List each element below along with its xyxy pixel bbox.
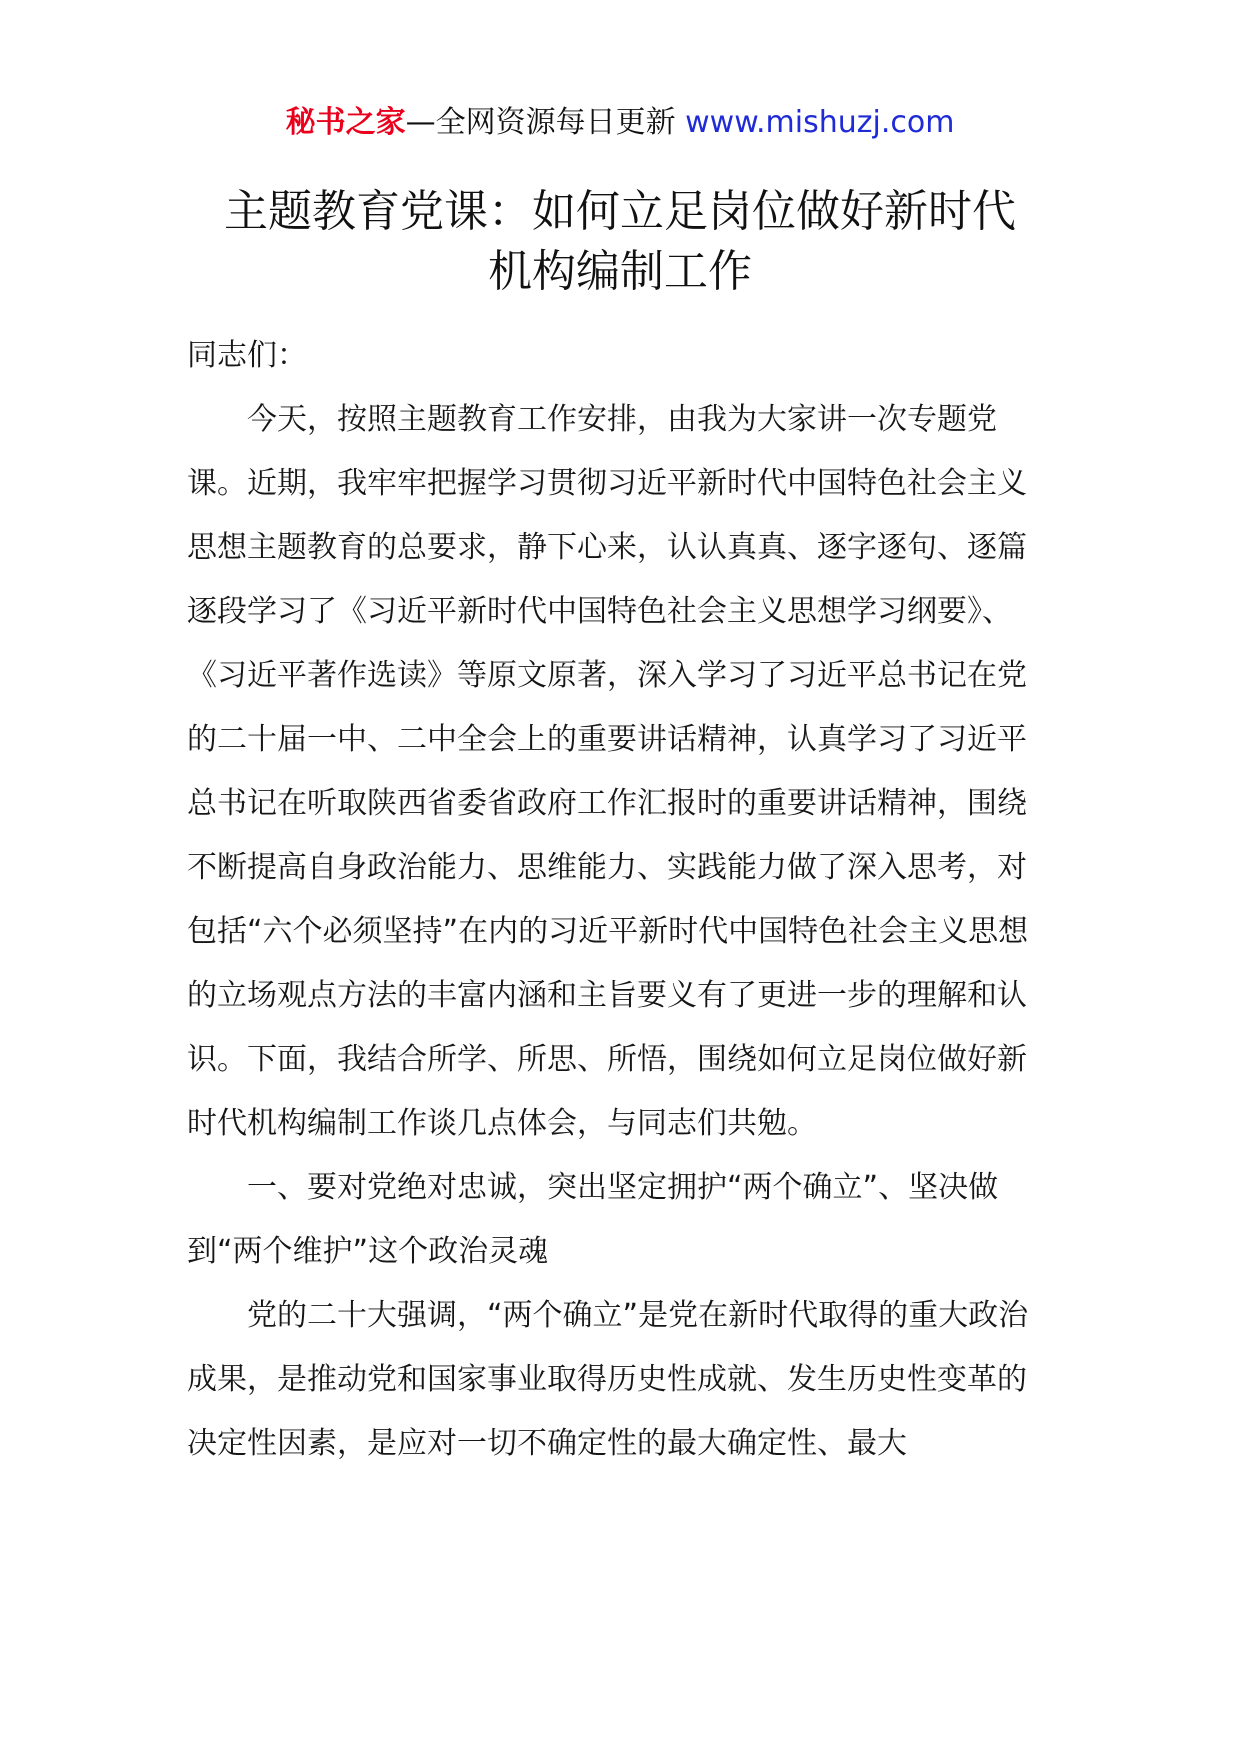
section-heading-1: 一、要对党绝对忠诚，突出坚定拥护“两个确立”、坚决做到“两个维护”这个政治灵魂 [187, 1170, 999, 1269]
document-title-line-1: 主题教育党课：如何立足岗位做好新时代 [224, 186, 1016, 237]
document-body [187, 324, 1037, 1476]
site-brand: 秘书之家 [285, 105, 406, 140]
salutation: 同志们： [187, 338, 307, 373]
paragraph-intro: 今天，按照主题教育工作安排，由我为大家讲一次专题党课。近期，我牢牢把握学习贯彻习近平新时代中国特色社会主义思想主题教育的总要求，静下心来，认认真真、逐字逐句、逐篇逐段学习了《习近平新时代中国特色社会主义思想学习纲要》、《习近平著作选读》等原文原著，深入学习了习近平总书记在党的二十届一中、二中全会上的重要讲话精神，认真学习了习近平总书记在听取陕西省委省政府工作汇报时的重要讲话精神，围绕不断提高自身政治能力、思维能力、实践能力做了深入思考，对包括“六个必须坚持”在内的习近平新时代中国特色社会主义思想的立场观点方法的丰富内涵和主旨要义有了更进一步的理解和认识。下面，我结合所学、所思、所悟，围绕如何立足岗位做好新时代机构编制工作谈几点体会，与同志们共勉。 [187, 402, 1029, 1141]
document-title-line-2: 机构编制工作 [488, 246, 752, 297]
document-title [150, 182, 1090, 302]
paragraph-section-1: 党的二十大强调，“两个确立”是党在新时代取得的重大政治成果，是推动党和国家事业取得历史性成就、发生历史性变革的决定性因素，是应对一切不确定性的最大确定性、最大 [187, 1298, 1029, 1461]
site-url[interactable]: www.mishuzj.com [685, 105, 955, 140]
site-tagline: —全网资源每日更新 [405, 105, 676, 140]
site-header [0, 100, 1240, 146]
